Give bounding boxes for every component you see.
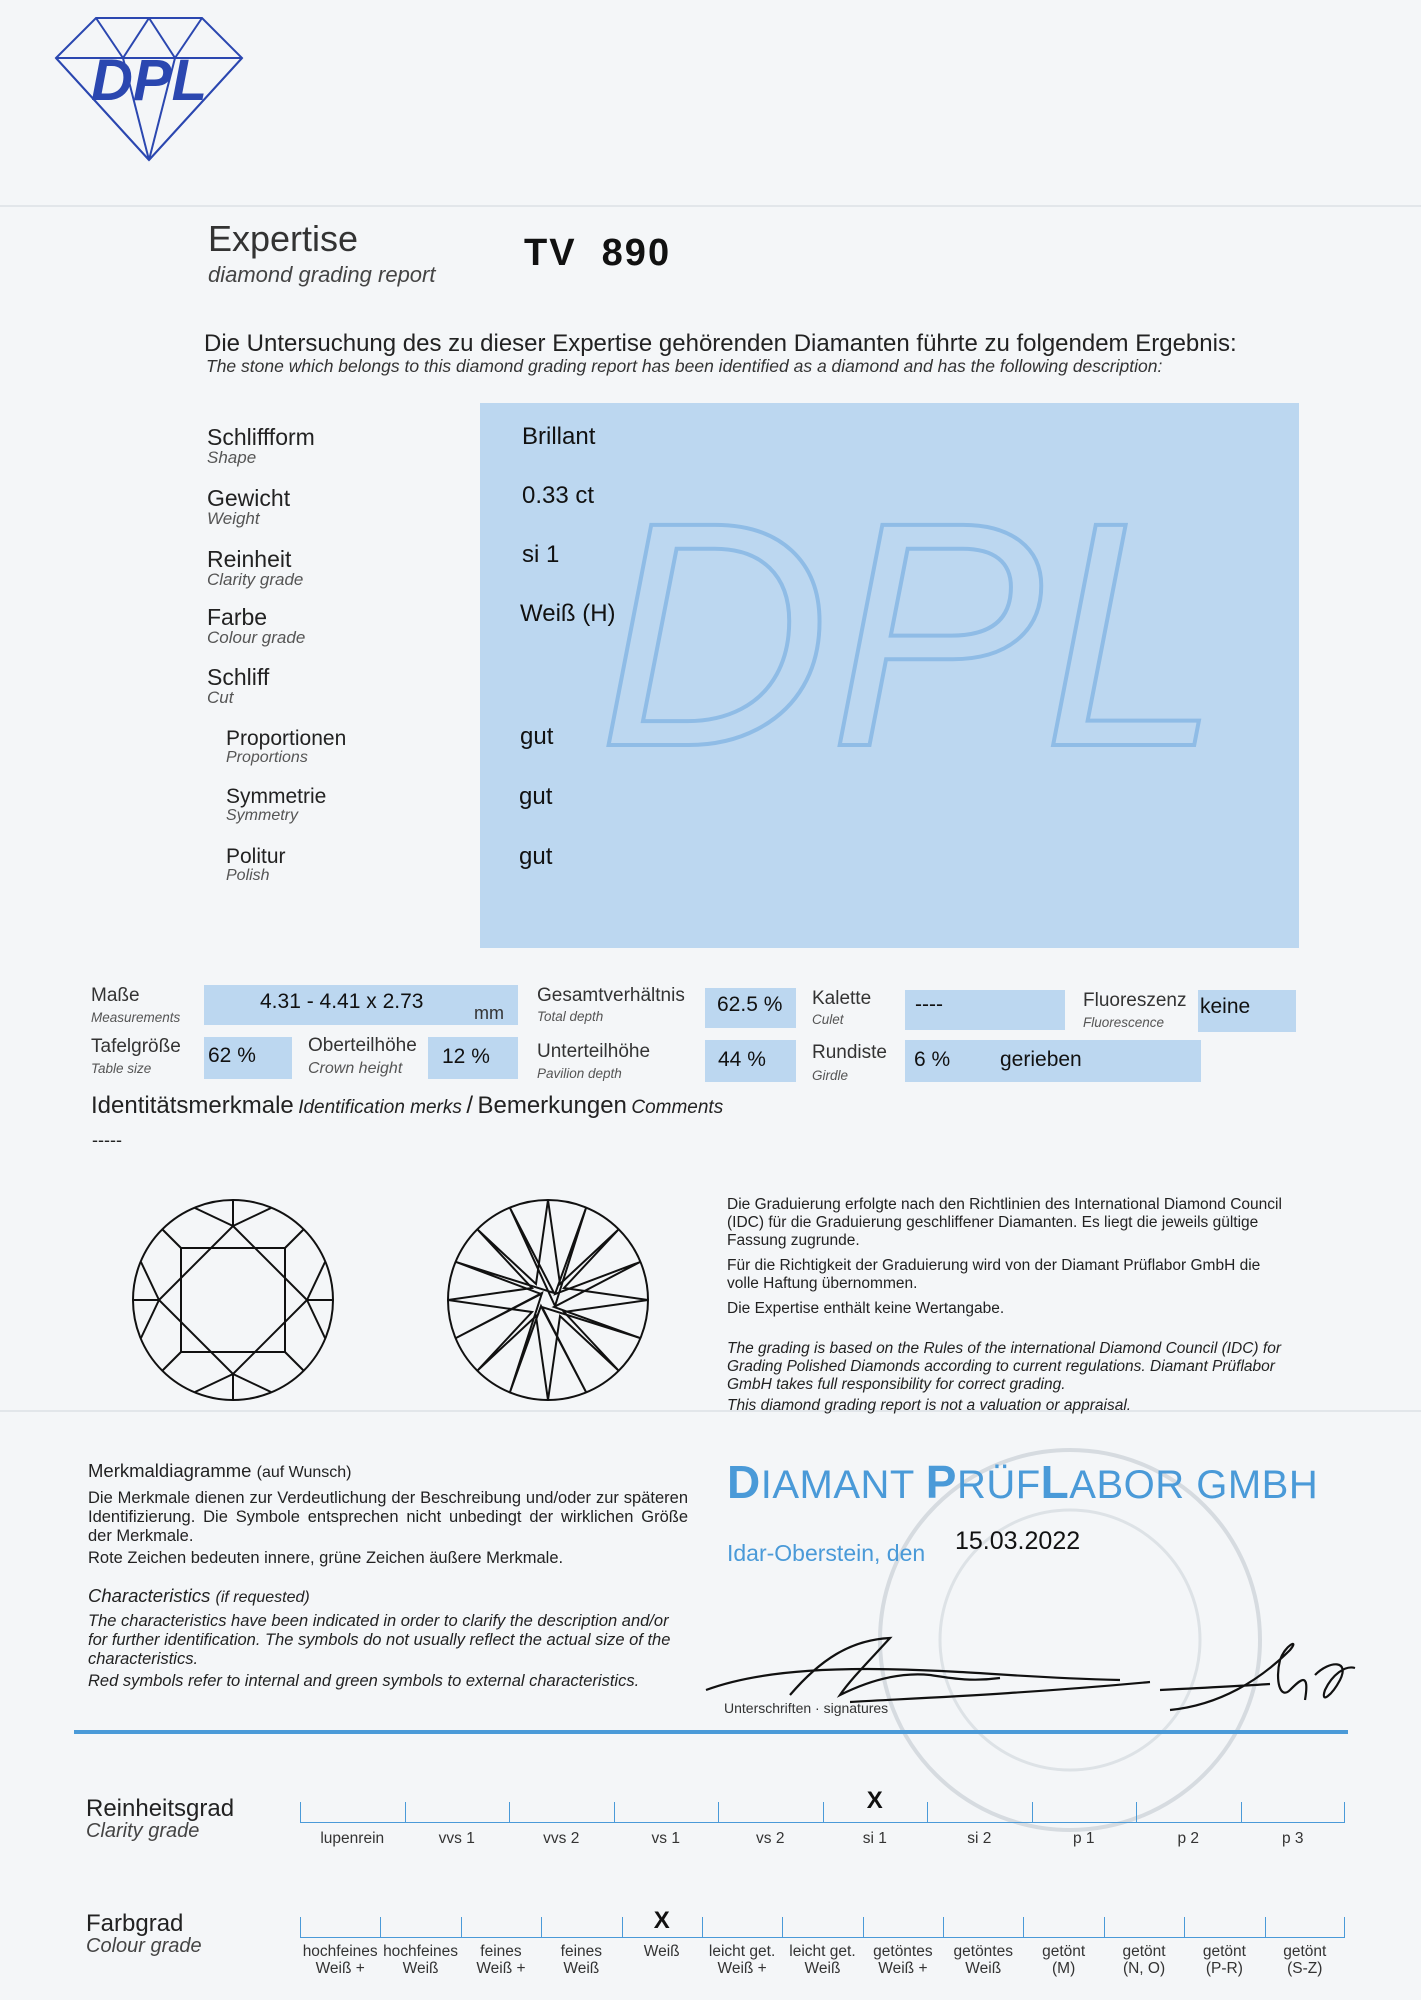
legal-de-3: Die Expertise enthält keine Wertangabe.	[727, 1300, 1005, 1317]
legal-text	[727, 1196, 1295, 1422]
cut-row	[207, 664, 269, 708]
clarity-grade-label: p 2	[1177, 1830, 1200, 1847]
colour-scale-tick	[300, 1917, 301, 1937]
table-size-label-en: Table size	[91, 1061, 152, 1076]
table-size-value: 62 %	[208, 1044, 256, 1067]
company-iamant: IAMANT	[760, 1463, 926, 1507]
characteristics-title-de	[88, 1460, 688, 1482]
clarity-selected-mark: X	[866, 1787, 883, 1814]
proportions-label-en: Proportions	[226, 749, 308, 766]
pavilion-depth-value: 44 %	[718, 1048, 766, 1071]
clarity-scale-tick	[1241, 1802, 1242, 1822]
colour-scale-tick	[1265, 1917, 1266, 1937]
clarity-grade-label: lupenrein	[320, 1830, 385, 1847]
pavilion-diagram	[443, 1195, 653, 1405]
colour-grade-label: leicht get. Weiß	[789, 1943, 856, 1977]
clarity-grade-label: si 1	[862, 1830, 887, 1847]
fluorescence-label: Fluoreszenz	[1083, 990, 1187, 1011]
symmetry-row	[226, 785, 326, 825]
logo-text: DPL	[91, 48, 207, 113]
proportions-row	[226, 727, 346, 767]
colour-scale-en: Colour grade	[86, 1935, 202, 1957]
weight-label-en: Weight	[207, 509, 260, 528]
crown-height-label: Oberteilhöhe	[308, 1035, 417, 1056]
clarity-scale-tick	[1136, 1802, 1137, 1822]
shape-label: Schliffform	[207, 424, 315, 450]
clarity-scale	[300, 1787, 1345, 1855]
cut-label-en: Cut	[207, 688, 234, 707]
clarity-scale-tick	[614, 1802, 615, 1822]
colour-scale-tick	[1184, 1917, 1185, 1937]
colour-scale-tick	[380, 1917, 381, 1937]
cut-label: Schliff	[207, 664, 270, 690]
clarity-value: si 1	[522, 541, 560, 568]
pavilion-depth-label-en: Pavilion depth	[537, 1066, 622, 1081]
colour-selected-mark: X	[653, 1907, 670, 1934]
characteristics-title-en	[88, 1585, 688, 1607]
dpl-logo	[28, 10, 270, 165]
proportions-label: Proportionen	[226, 727, 347, 750]
pavilion-depth-label: Unterteilhöhe	[537, 1041, 651, 1062]
proportions-value: gut	[520, 723, 554, 750]
clarity-scale-line	[300, 1822, 1345, 1823]
colour-grade-label: hochfeines Weiß	[383, 1943, 459, 1977]
intro-german: Die Untersuchung des zu dieser Expertise gehörenden Diamanten führte zu folgendem Ergebnis:	[204, 330, 1237, 357]
weight-row	[207, 485, 290, 529]
comments-en: Comments	[631, 1097, 724, 1118]
company-p: P	[925, 1456, 957, 1508]
characteristics-text-1: The characteristics have been indicated in order to clarify the description and/or for further identification. The symbols do not usually reflect the actual size of the characteristics.	[88, 1612, 671, 1668]
polish-row	[226, 845, 286, 885]
company-ruef: RÜF	[956, 1463, 1041, 1507]
symmetry-value: gut	[519, 783, 553, 810]
shape-value: Brillant	[522, 423, 596, 450]
colour-scale-tick	[541, 1917, 542, 1937]
colour-scale-title	[86, 1910, 202, 1958]
clarity-grade-label: vvs 2	[543, 1830, 580, 1847]
intro-english: The stone which belongs to this diamond grading report has been identified as a diamond and has the following description:	[206, 356, 1163, 376]
polish-value: gut	[519, 843, 553, 870]
total-depth-label: Gesamtverhältnis	[537, 985, 685, 1006]
colour-row	[207, 604, 305, 648]
clarity-grade-label: vs 2	[756, 1830, 785, 1847]
signature-caption: Unterschriften · signatures	[724, 1700, 889, 1716]
measurements-label: Maße	[91, 985, 140, 1006]
symmetry-label: Symmetrie	[226, 785, 327, 808]
clarity-scale-tick	[405, 1802, 406, 1822]
shape-label-en: Shape	[207, 448, 257, 467]
characteristics-text-en	[88, 1612, 688, 1691]
fluorescence-label-en: Fluorescence	[1083, 1015, 1165, 1030]
girdle-label: Rundiste	[812, 1042, 887, 1063]
shape-row	[207, 424, 315, 468]
clarity-row	[207, 546, 303, 590]
merkmal-title: Merkmaldiagramme	[88, 1460, 252, 1481]
colour-label: Farbe	[207, 604, 268, 630]
clarity-scale-tick	[300, 1802, 301, 1822]
polish-label-en: Polish	[226, 867, 270, 884]
legal-en-2: This diamond grading report is not a valuation or appraisal.	[727, 1397, 1132, 1414]
clarity-label: Reinheit	[207, 546, 292, 572]
colour-scale	[300, 1905, 1345, 1990]
colour-grade-label: feines Weiß +	[476, 1943, 526, 1977]
colour-value: Weiß (H)	[520, 600, 616, 627]
comments-de: Bemerkungen	[477, 1092, 627, 1119]
fluorescence-value: keine	[1200, 995, 1251, 1018]
colour-label-en: Colour grade	[207, 628, 306, 647]
girdle-value: 6 %	[914, 1048, 951, 1071]
colour-grade-label: getönt (N, O)	[1122, 1943, 1166, 1977]
girdle-label-en: Girdle	[812, 1068, 849, 1083]
measurements-value: 4.31 - 4.41 x 2.73	[260, 990, 424, 1013]
colour-grade-label: hochfeines Weiß +	[302, 1943, 378, 1977]
identification-en: Identification merks	[298, 1097, 462, 1118]
colour-grade-label: getöntes Weiß +	[873, 1943, 933, 1977]
table-size-label: Tafelgröße	[91, 1036, 181, 1057]
clarity-scale-tick	[1032, 1802, 1033, 1822]
crown-height-label-en: Crown height	[308, 1060, 403, 1077]
colour-grade-label: Weiß	[643, 1943, 680, 1960]
clarity-scale-tick	[1344, 1802, 1345, 1822]
company-d: D	[727, 1456, 761, 1508]
colour-grade-label: getönt (S-Z)	[1283, 1943, 1327, 1977]
clarity-scale-title	[86, 1795, 234, 1843]
colour-grade-label: getönt (M)	[1042, 1943, 1086, 1977]
crown-diagram	[128, 1195, 338, 1405]
total-depth-value: 62.5 %	[717, 993, 783, 1016]
merkmal-title-note: (auf Wunsch)	[256, 1464, 352, 1481]
dpl-watermark	[560, 470, 1260, 770]
characteristics-title: Characteristics	[88, 1585, 211, 1606]
report-subtitle: diamond grading report	[208, 262, 436, 287]
colour-grade-label: feines Weiß	[560, 1943, 603, 1977]
legal-en-1: The grading is based on the Rules of the international Diamond Council (IDC) for Grading Polished Diamonds according to current regulations. Diamant Prüflabor GmbH takes full responsibility for correct grading.	[727, 1340, 1281, 1393]
culet-label-en: Culet	[812, 1012, 844, 1027]
colour-grade-label: leicht get. Weiß +	[708, 1943, 776, 1977]
clarity-grade-label: vvs 1	[438, 1830, 475, 1847]
clarity-grade-label: vs 1	[651, 1830, 680, 1847]
identification-value: -----	[92, 1130, 122, 1150]
characteristics-text-de	[88, 1489, 688, 1568]
colour-scale-tick	[782, 1917, 783, 1937]
clarity-scale-tick	[509, 1802, 510, 1822]
separator-line	[74, 1730, 1348, 1734]
report-number: TV 890	[524, 232, 672, 274]
symmetry-label-en: Symmetry	[226, 807, 298, 824]
weight-label: Gewicht	[207, 485, 291, 511]
clarity-scale-tick	[927, 1802, 928, 1822]
watermark-text: DPL	[598, 470, 1222, 770]
clarity-scale-tick	[718, 1802, 719, 1822]
company-abor: ABOR GMBH	[1069, 1463, 1319, 1507]
heading-separator: /	[466, 1092, 474, 1119]
legal-de-2: Für die Richtigkeit der Graduierung wird von der Diamant Prüflabor GmbH die volle Haftung übernommen.	[727, 1257, 1261, 1292]
colour-scale-de: Farbgrad	[86, 1910, 184, 1937]
polish-label: Politur	[226, 845, 286, 868]
colour-scale-line	[300, 1937, 1345, 1938]
girdle-finish-value: gerieben	[1000, 1048, 1082, 1071]
legal-de-1: Die Graduierung erfolgte nach den Richtlinien des International Diamond Council (IDC) für die Graduierung geschliffener Diamanten. Es liegt die jeweils gültige Fassung zugrunde.	[727, 1196, 1282, 1249]
clarity-grade-label: si 2	[967, 1830, 992, 1847]
issue-date: 15.03.2022	[955, 1527, 1081, 1555]
place: Idar-Oberstein, den	[727, 1540, 926, 1566]
clarity-scale-tick	[823, 1802, 824, 1822]
characteristics-title-note: (if requested)	[215, 1589, 310, 1606]
colour-scale-tick	[863, 1917, 864, 1937]
clarity-scale-en: Clarity grade	[86, 1820, 200, 1842]
merkmal-text-1: Die Merkmale dienen zur Verdeutlichung der Beschreibung und/oder zur späteren Identifizierung. Die Symbole entsprechen nicht unbedingt der wirklichen Größe der Merkmale.	[88, 1489, 688, 1545]
colour-scale-tick	[461, 1917, 462, 1937]
colour-grade-label: getöntes Weiß	[953, 1943, 1013, 1977]
clarity-scale-de: Reinheitsgrad	[86, 1795, 235, 1822]
company-name	[727, 1455, 1318, 1509]
colour-scale-tick	[1344, 1917, 1345, 1937]
culet-value: ----	[915, 993, 943, 1016]
weight-value: 0.33 ct	[522, 482, 595, 509]
colour-scale-tick	[702, 1917, 703, 1937]
clarity-grade-label: p 1	[1072, 1830, 1095, 1847]
clarity-grade-label: p 3	[1281, 1830, 1304, 1847]
colour-scale-tick	[943, 1917, 944, 1937]
fold-line	[0, 205, 1421, 207]
crown-height-value: 12 %	[442, 1045, 490, 1068]
clarity-label-en: Clarity grade	[207, 570, 304, 589]
colour-scale-tick	[622, 1917, 623, 1937]
colour-scale-tick	[1104, 1917, 1105, 1937]
total-depth-label-en: Total depth	[537, 1009, 604, 1024]
characteristics-text-2: Red symbols refer to internal and green symbols to external characteristics.	[88, 1672, 640, 1690]
measurements-unit: mm	[474, 1003, 504, 1023]
identification-heading	[91, 1092, 723, 1120]
colour-grade-label: getönt (P-R)	[1202, 1943, 1246, 1977]
measurements-label-en: Measurements	[91, 1010, 181, 1025]
colour-scale-tick	[1023, 1917, 1024, 1937]
identification-de: Identitätsmerkmale	[91, 1092, 294, 1119]
report-title: Expertise	[208, 218, 359, 259]
company-l: L	[1040, 1456, 1070, 1508]
culet-label: Kalette	[812, 988, 872, 1009]
merkmal-text-2: Rote Zeichen bedeuten innere, grüne Zeichen äußere Merkmale.	[88, 1549, 564, 1567]
